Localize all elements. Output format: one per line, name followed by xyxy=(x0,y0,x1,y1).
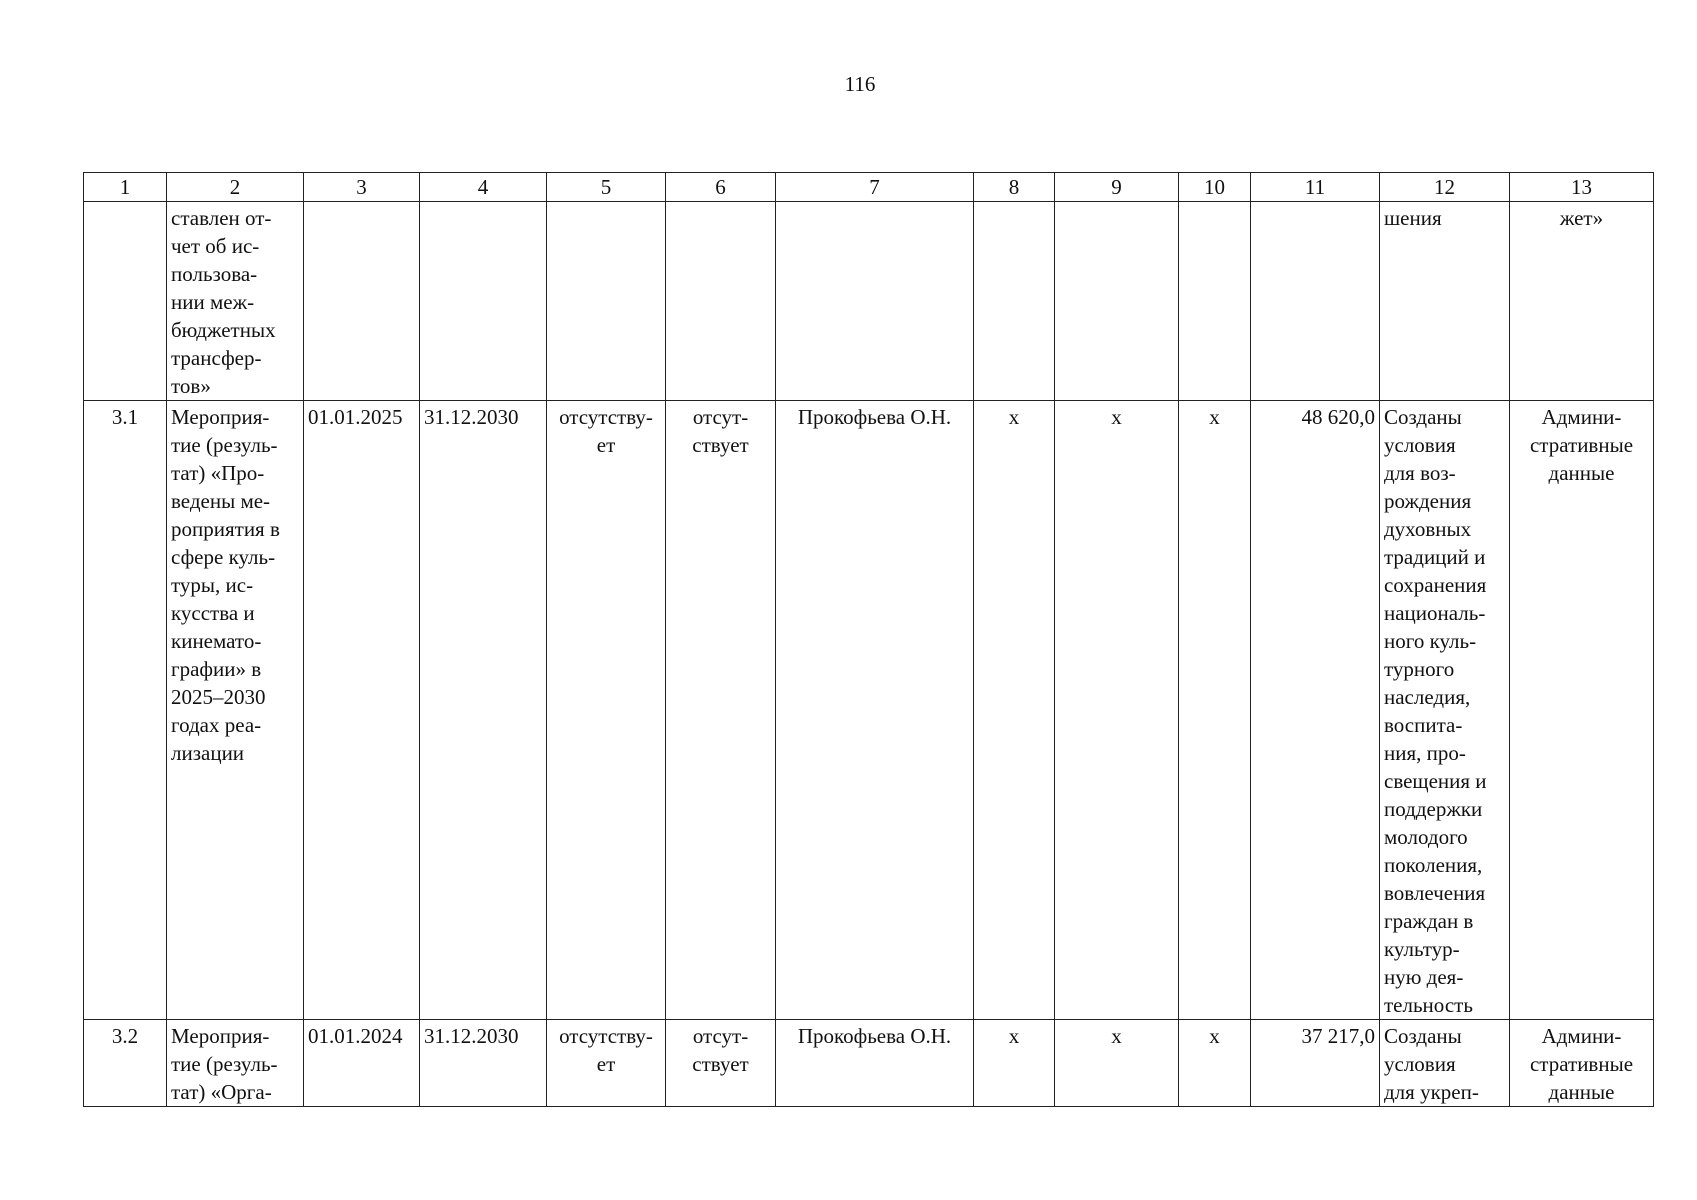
page-number: 116 xyxy=(844,72,876,96)
end-date-cell: 31.12.2030 xyxy=(420,401,547,1020)
column-header: 4 xyxy=(420,173,547,202)
column-10-cell: х xyxy=(1179,401,1251,1020)
empty-cell xyxy=(1055,202,1179,401)
column-header: 3 xyxy=(304,173,420,202)
start-date-cell: 01.01.2024 xyxy=(304,1020,420,1107)
column-6-cell: отсут- ствует xyxy=(666,401,776,1020)
row-number-cell: 3.2 xyxy=(84,1020,167,1107)
column-8-cell: х xyxy=(974,401,1055,1020)
activity-name-cell: Мероприя- тие (резуль- тат) «Орга- xyxy=(167,1020,304,1107)
column-8-cell: х xyxy=(974,1020,1055,1107)
column-6-cell: отсут- ствует xyxy=(666,1020,776,1107)
column-header: 1 xyxy=(84,173,167,202)
table-row-continuation xyxy=(84,202,1654,401)
source-cell: Админи- стративные данные xyxy=(1510,401,1654,1020)
row-number-cell: 3.1 xyxy=(84,401,167,1020)
column-header: 11 xyxy=(1251,173,1380,202)
empty-cell xyxy=(1179,202,1251,401)
column-number-header-row xyxy=(84,173,1654,202)
empty-cell xyxy=(304,202,420,401)
empty-cell xyxy=(776,202,974,401)
table-row xyxy=(84,1020,1654,1107)
table-row xyxy=(84,401,1654,1020)
responsible-cell: Прокофьева О.Н. xyxy=(776,1020,974,1107)
activities-table xyxy=(83,172,1654,1107)
column-header: 7 xyxy=(776,173,974,202)
start-date-cell: 01.01.2025 xyxy=(304,401,420,1020)
amount-cell: 48 620,0 xyxy=(1251,401,1380,1020)
amount-cell: 37 217,0 xyxy=(1251,1020,1380,1107)
column-9-cell: х xyxy=(1055,401,1179,1020)
column-header: 9 xyxy=(1055,173,1179,202)
source-cell: жет» xyxy=(1510,202,1654,401)
column-10-cell: х xyxy=(1179,1020,1251,1107)
result-cell: Созданы условия для укреп- xyxy=(1380,1020,1510,1107)
empty-cell xyxy=(666,202,776,401)
column-header: 6 xyxy=(666,173,776,202)
responsible-cell: Прокофьева О.Н. xyxy=(776,401,974,1020)
column-header: 2 xyxy=(167,173,304,202)
column-header: 10 xyxy=(1179,173,1251,202)
empty-cell xyxy=(1251,202,1380,401)
column-5-cell: отсутству- ет xyxy=(547,401,666,1020)
source-cell: Админи- стративные данные xyxy=(1510,1020,1654,1107)
activity-name-cell: ставлен от- чет об ис- пользова- нии меж- бюджетных трансфер- тов» xyxy=(167,202,304,401)
column-header: 13 xyxy=(1510,173,1654,202)
column-9-cell: х xyxy=(1055,1020,1179,1107)
result-cell: шения xyxy=(1380,202,1510,401)
result-cell: Созданы условия для воз- рождения духовных традиций и сохранения националь- ного куль- турного наследия, воспита- ния, про- свещения и поддержки молодого поколения, вовлечения граждан в культур- ную дея- тельность xyxy=(1380,401,1510,1020)
column-header: 12 xyxy=(1380,173,1510,202)
empty-cell xyxy=(547,202,666,401)
column-header: 8 xyxy=(974,173,1055,202)
column-header: 5 xyxy=(547,173,666,202)
activity-name-cell: Мероприя- тие (резуль- тат) «Про- ведены ме- роприятия в сфере куль- туры, ис- кусства и кинемато- графии» в 2025–2030 годах реа- лизации xyxy=(167,401,304,1020)
column-5-cell: отсутству- ет xyxy=(547,1020,666,1107)
empty-cell xyxy=(974,202,1055,401)
row-number-cell xyxy=(84,202,167,401)
end-date-cell: 31.12.2030 xyxy=(420,1020,547,1107)
empty-cell xyxy=(420,202,547,401)
